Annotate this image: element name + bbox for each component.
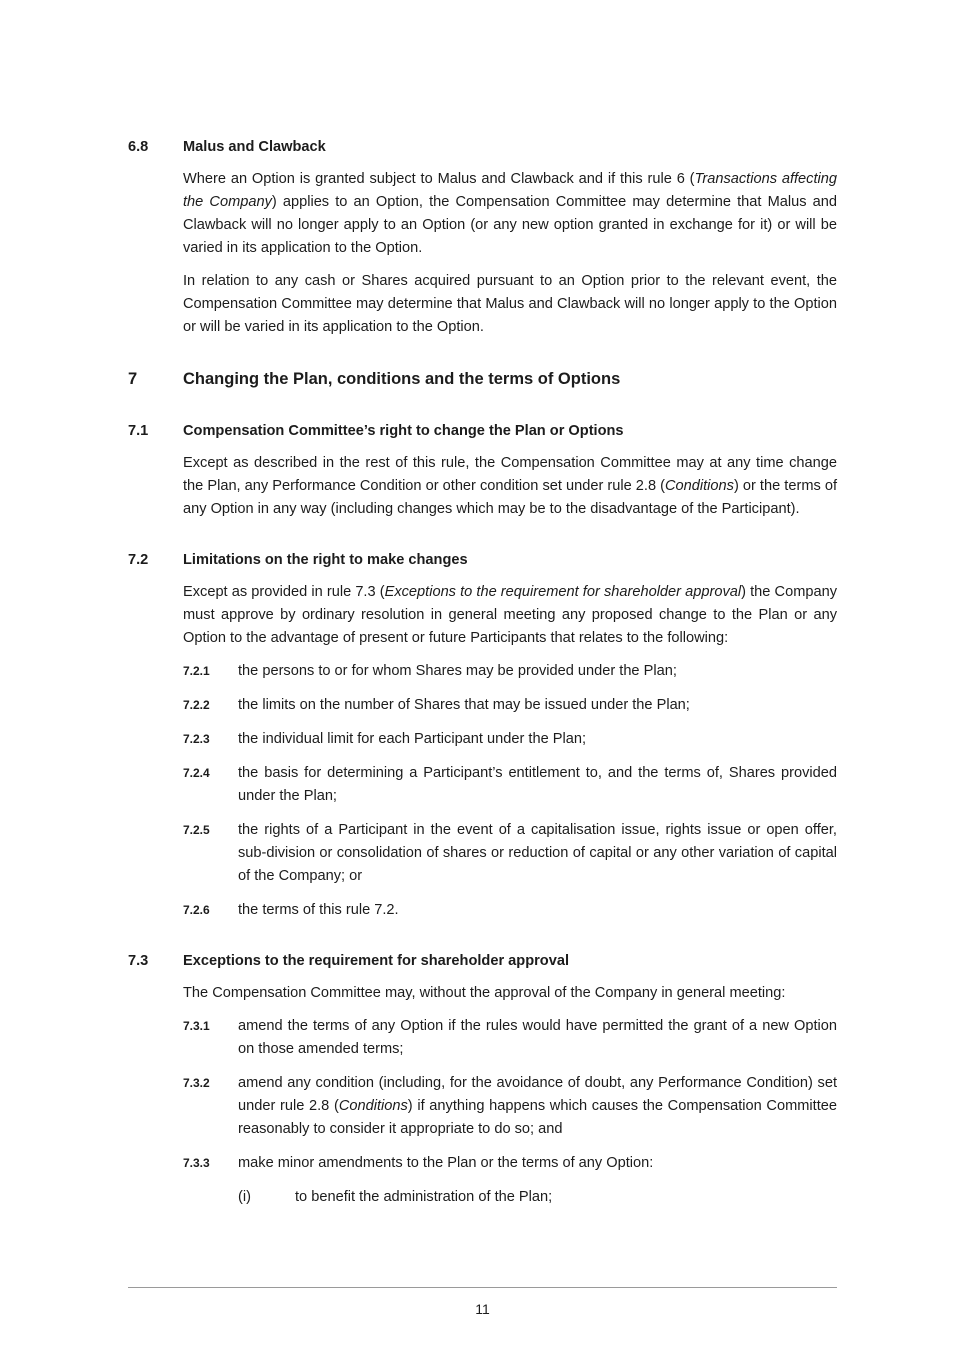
paragraph — [183, 168, 837, 260]
section-title: Compensation Committee’s right to change the Plan or Options — [183, 423, 624, 439]
section-number: 7.2 — [128, 552, 149, 568]
section-heading — [128, 136, 837, 159]
clause-text — [238, 660, 837, 683]
section-body — [183, 982, 837, 1209]
section-body — [183, 168, 837, 339]
text-run: make minor amendments to the Plan or the terms of any Option: — [238, 1155, 654, 1171]
text-run: the rights of a Participant in the event of a capitalisation issue, rights issue or open offer, sub-division or consolidation of shares or reduction of capital or any other variation of capital of the Company; or — [238, 822, 837, 884]
clause-7.2.4 — [183, 762, 837, 808]
clause-text — [238, 899, 837, 922]
section-number: 6.8 — [128, 139, 149, 155]
text-run: to benefit the administration of the Plan; — [295, 1189, 553, 1205]
paragraph — [183, 581, 837, 650]
clause-text — [238, 1152, 837, 1175]
clause-7.3.3 — [183, 1152, 837, 1175]
text-run: the terms of this rule 7.2. — [238, 902, 399, 918]
clause-7.3.2 — [183, 1072, 837, 1141]
clause-number: 7.2.6 — [183, 903, 210, 917]
section-number: 7.3 — [128, 953, 149, 969]
clause-text — [238, 728, 837, 751]
text-run: ) the Company must approve by ordinary resolution in general meeting any proposed change to the Plan or any Option to the advantage of present or future Participants that relates to the following: — [183, 584, 837, 646]
clause-7.2.1 — [183, 660, 837, 683]
clause-number: 7.3.1 — [183, 1019, 210, 1033]
text-run: Conditions — [665, 478, 734, 494]
clause-number: 7.3.3 — [183, 1156, 210, 1170]
text-run: Transactions affecting the Company — [183, 171, 838, 210]
section-7 — [128, 367, 837, 392]
text-run: Except as described in the rest of this rule, the Compensation Committee may at any time change the Plan, any Performance Condition or other condition set under rule 2.8 ( — [183, 455, 837, 494]
text-run: ) or the terms of any Option in any way (including changes which may be to the disadvantage of the Participant). — [183, 478, 838, 517]
section-7.3 — [128, 950, 837, 1209]
text-run: Except as provided in rule 7.3 ( — [183, 584, 385, 600]
text-run: Exceptions to the requirement for shareholder approval — [384, 584, 742, 600]
clause-7.3.1 — [183, 1015, 837, 1061]
subclause-marker: (i) — [238, 1189, 251, 1205]
text-run: the basis for determining a Participant’s entitlement to, and the terms of, Shares provided under the Plan; — [238, 765, 837, 804]
section-7.2 — [128, 549, 837, 922]
clause-7.2.5 — [183, 819, 837, 888]
section-7.1 — [128, 420, 837, 521]
clause-number: 7.2.1 — [183, 664, 210, 678]
clause-text — [238, 1072, 837, 1141]
clause-text — [238, 762, 837, 808]
clause-7.2.6 — [183, 899, 837, 922]
text-run: Where an Option is granted subject to Malus and Clawback and if this rule 6 ( — [183, 171, 695, 187]
text-run: In relation to any cash or Shares acquired pursuant to an Option prior to the relevant event, the Compensation Committee may determine that Malus and Clawback will no longer apply to the Option or will be varied in its application to the Option. — [183, 273, 837, 335]
text-run: amend the terms of any Option if the rules would have permitted the grant of a new Option on those amended terms; — [238, 1018, 837, 1057]
section-title: Changing the Plan, conditions and the terms of Options — [183, 370, 621, 388]
subclause-text — [295, 1186, 837, 1209]
clause-text — [238, 694, 837, 717]
subclause-(i) — [238, 1186, 837, 1209]
text-run: ) applies to an Option, the Compensation Committee may determine that Malus and Clawback will no longer apply to an Option (or any new option granted in exchange for it) or will be varied in its application to the Option. — [183, 194, 837, 256]
text-run: the persons to or for whom Shares may be provided under the Plan; — [238, 663, 677, 679]
section-body — [183, 452, 837, 521]
clause-number: 7.2.4 — [183, 766, 210, 780]
section-body — [183, 581, 837, 922]
clause-7.2.3 — [183, 728, 837, 751]
section-number: 7 — [128, 370, 138, 388]
paragraph — [183, 982, 837, 1005]
clause-number: 7.2.5 — [183, 823, 210, 837]
section-title: Exceptions to the requirement for shareholder approval — [183, 953, 570, 969]
clause-number: 7.3.2 — [183, 1076, 210, 1090]
text-run: ) if anything happens which causes the Compensation Committee reasonably to consider it appropriate to do so; and — [238, 1098, 837, 1137]
clause-text — [238, 819, 837, 888]
document-content — [128, 136, 837, 1209]
text-run: the limits on the number of Shares that may be issued under the Plan; — [238, 697, 690, 713]
clause-7.2.2 — [183, 694, 837, 717]
clause-number: 7.2.2 — [183, 698, 210, 712]
text-run: Conditions — [338, 1098, 408, 1114]
section-number: 7.1 — [128, 423, 149, 439]
page-number: 11 — [475, 1301, 490, 1317]
section-6.8 — [128, 136, 837, 339]
clause-text — [238, 1015, 837, 1061]
paragraph — [183, 452, 837, 521]
section-heading — [128, 950, 837, 973]
page-footer — [128, 1287, 837, 1321]
clause-number: 7.2.3 — [183, 732, 210, 746]
text-run: The Compensation Committee may, without the approval of the Company in general meeting: — [183, 985, 786, 1001]
section-title: Malus and Clawback — [183, 139, 326, 155]
section-heading — [128, 367, 837, 392]
text-run: amend any condition (including, for the avoidance of doubt, any Performance Condition) set under rule 2.8 ( — [238, 1075, 837, 1114]
paragraph — [183, 270, 837, 339]
text-run: the individual limit for each Participant under the Plan; — [238, 731, 587, 747]
section-heading — [128, 420, 837, 443]
section-heading — [128, 549, 837, 572]
section-title: Limitations on the right to make changes — [183, 552, 468, 568]
